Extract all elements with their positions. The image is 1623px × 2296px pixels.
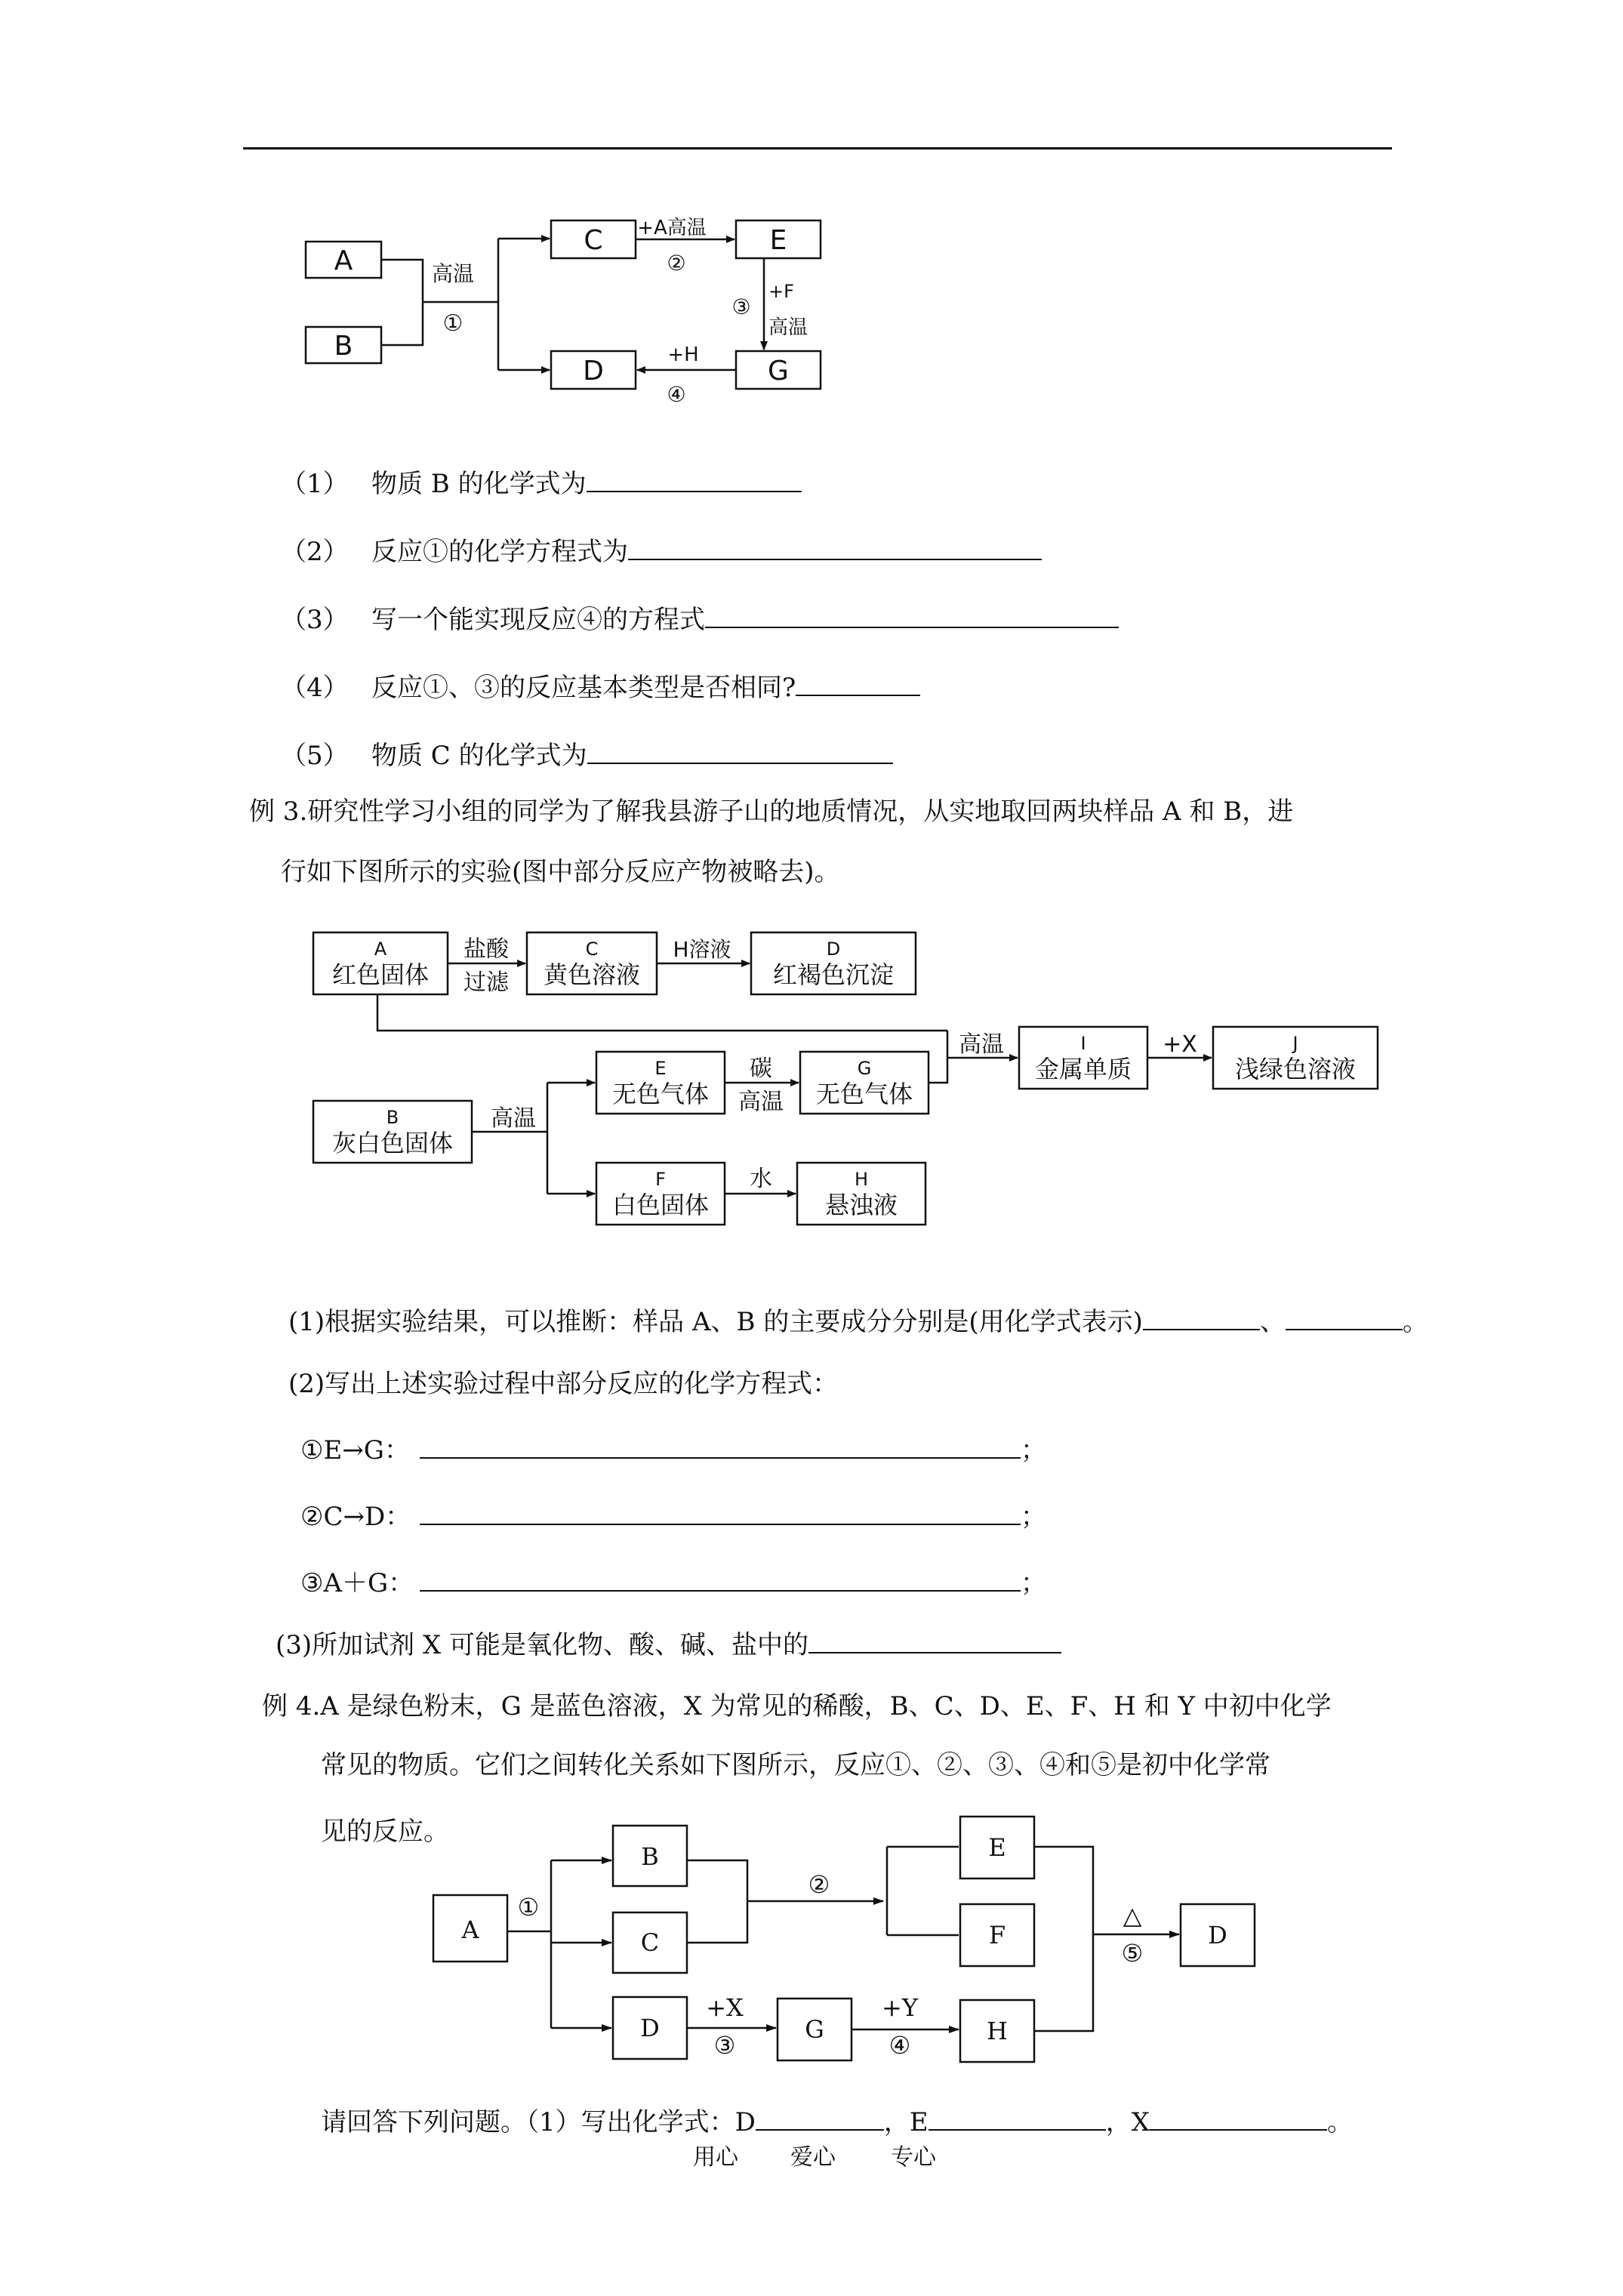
box-g-id: G — [857, 1058, 872, 1079]
box-d2-label: D — [1208, 1921, 1227, 1949]
equation-2: ②C→D： ； — [300, 1502, 1046, 1532]
box-e-label: E — [988, 1833, 1006, 1862]
box-h-label: H — [987, 2017, 1008, 2045]
cond-2: +A高温 — [637, 217, 707, 239]
equation-3: ③A＋G： ； — [300, 1568, 1046, 1598]
box-a-name: 红色固体 — [331, 960, 430, 989]
step-2: ② — [808, 1870, 830, 1899]
example-4-line-2: 常见的物质。它们之间转化关系如下图所示，反应①、②、③、④和⑤是初中化学常 — [321, 1750, 1270, 1780]
box-e-label: E — [769, 225, 787, 256]
answer-blank[interactable] — [420, 1567, 1021, 1592]
header-rule — [243, 147, 1392, 149]
box-a-label: A — [334, 245, 353, 276]
cond-3-temp: 高温 — [768, 316, 808, 339]
answer-blank[interactable] — [705, 604, 1119, 628]
box-e-name: 无色气体 — [611, 1080, 710, 1108]
label-water: 水 — [750, 1166, 772, 1192]
box-d-label: D — [583, 356, 604, 387]
box-b-label: B — [641, 1842, 659, 1871]
box-i-id: I — [1080, 1033, 1086, 1054]
box-d-id: D — [826, 938, 841, 960]
label-high-temp-b: 高温 — [491, 1105, 536, 1132]
step-5: ⑤ — [1121, 1939, 1144, 1968]
answer-blank[interactable] — [796, 672, 920, 696]
box-d-label: D — [640, 2014, 660, 2042]
step-2: ② — [667, 251, 686, 276]
box-b-id: B — [386, 1107, 399, 1128]
box-i-name: 金属单质 — [1034, 1055, 1132, 1083]
footer-text-2: 爱心 — [790, 2144, 836, 2171]
footer-text-1: 用心 — [693, 2144, 738, 2171]
label-hcl: 盐酸 — [463, 936, 509, 963]
reaction-diagram-1 — [294, 204, 838, 408]
step-1: ① — [442, 310, 463, 337]
heat-symbol: △ — [1123, 1901, 1142, 1930]
box-a-id: A — [374, 938, 387, 960]
reaction-diagram-3 — [423, 1804, 1268, 2099]
label-high-temp-i: 高温 — [959, 1031, 1004, 1058]
reagent-x: +X — [706, 1993, 744, 2022]
answer-blank-a[interactable] — [1143, 1306, 1260, 1330]
answer-blank[interactable] — [587, 468, 802, 492]
step-3: ③ — [731, 294, 751, 319]
box-d-name: 红褐色沉淀 — [772, 960, 895, 989]
example-3-line-1: 例 3.研究性学习小组的同学为了解我县游子山的地质情况，从实地取回两块样品 A 和 B，进 — [249, 797, 1294, 827]
box-b-label: B — [334, 331, 353, 362]
box-j-id: J — [1292, 1033, 1298, 1054]
final-question: 请回答下列问题。（1）写出化学式：D ，E ，X 。 — [321, 2107, 1353, 2137]
box-j-name: 浅绿色溶液 — [1234, 1055, 1357, 1083]
step-4: ④ — [888, 2031, 911, 2060]
label-h-solution: H溶液 — [673, 937, 731, 962]
answer-blank-x[interactable] — [1150, 2106, 1327, 2131]
answer-blank-d[interactable] — [756, 2106, 884, 2131]
box-c-id: C — [585, 938, 599, 960]
box-g-label: G — [805, 2015, 824, 2044]
box-g-name: 无色气体 — [815, 1080, 913, 1108]
box-f-id: F — [655, 1169, 666, 1190]
step-4: ④ — [667, 382, 686, 407]
equation-1: ①E→G： ； — [300, 1435, 1046, 1465]
label-high-temp-eg: 高温 — [738, 1089, 784, 1115]
box-a-label: A — [461, 1915, 479, 1944]
step-1: ① — [517, 1893, 540, 1922]
cond-3-reagent: +F — [768, 281, 794, 302]
question-1-5: （5） 物质 C 的化学式为 — [281, 740, 893, 771]
example-4-line-3: 见的反应。 — [321, 1817, 449, 1847]
answer-blank[interactable] — [587, 740, 893, 764]
question-2-3: (3)所加试剂 X 可能是氧化物、酸、碱、盐中的 — [276, 1629, 1061, 1660]
box-h-name: 悬浊液 — [824, 1191, 898, 1219]
label-filter: 过滤 — [463, 969, 509, 996]
cond-4: +H — [667, 344, 699, 366]
reagent-y: +Y — [882, 1993, 918, 2022]
box-c-label: C — [584, 225, 603, 256]
label-carbon: 碳 — [750, 1056, 772, 1082]
question-1-4: （4） 反应①、③的反应基本类型是否相同? — [281, 672, 920, 703]
footer-text-3: 专心 — [891, 2144, 936, 2171]
question-1-3: （3） 写一个能实现反应④的方程式 — [281, 604, 1119, 635]
question-2-2: (2)写出上述实验过程中部分反应的化学方程式： — [288, 1369, 839, 1399]
answer-blank-b[interactable] — [1286, 1306, 1403, 1330]
box-b-name: 灰白色固体 — [331, 1129, 454, 1157]
box-e-id: E — [654, 1058, 667, 1079]
cond-1: 高温 — [431, 261, 475, 286]
step-3: ③ — [713, 2031, 736, 2060]
question-1-1: （1） 物质 B 的化学式为 — [281, 468, 802, 499]
experiment-flowchart — [302, 925, 1389, 1227]
box-c-label: C — [640, 1928, 660, 1957]
box-f-label: F — [988, 1921, 1006, 1949]
example-4-line-1: 例 4.A 是绿色粉末，G 是蓝色溶液，X 为常见的稀酸，B、C、D、E、F、H 和 Y 中初中化学 — [262, 1691, 1332, 1721]
answer-blank[interactable] — [420, 1501, 1021, 1525]
answer-blank[interactable] — [628, 536, 1042, 560]
box-h-id: H — [854, 1169, 869, 1190]
answer-blank-e[interactable] — [929, 2106, 1106, 2131]
question-1-2: （2） 反应①的化学方程式为 — [281, 536, 1042, 567]
box-g-label: G — [768, 356, 789, 387]
box-f-name: 白色固体 — [611, 1191, 710, 1219]
example-3-line-2: 行如下图所示的实验(图中部分反应产物被略去)。 — [281, 857, 840, 887]
label-plus-x: +X — [1163, 1031, 1197, 1058]
answer-blank[interactable] — [420, 1435, 1021, 1459]
answer-blank[interactable] — [808, 1629, 1061, 1653]
box-c-name: 黄色溶液 — [543, 960, 641, 989]
question-2-1: (1)根据实验结果，可以推断：样品 A、B 的主要成分分别是(用化学式表示) 、 。 — [288, 1307, 1428, 1337]
